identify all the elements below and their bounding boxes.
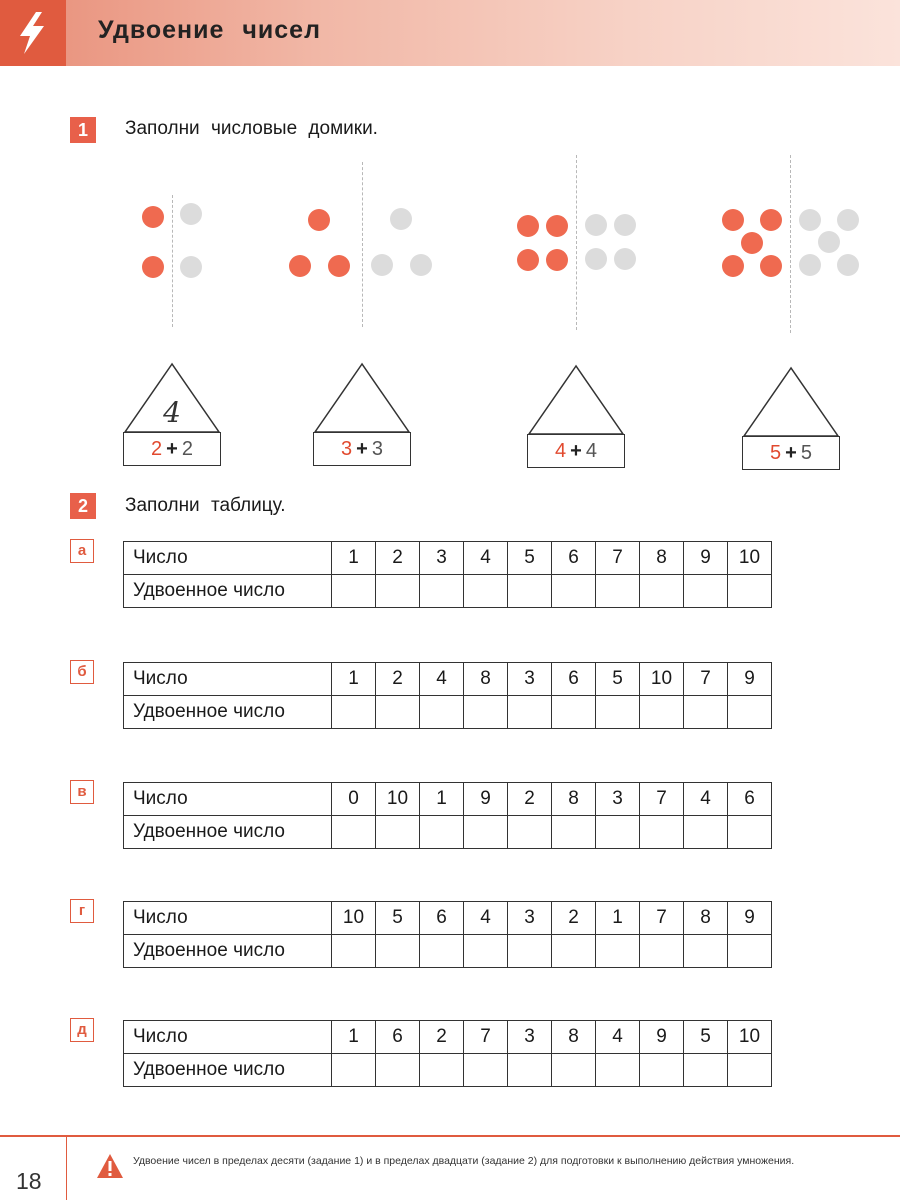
doubled-answer-cell[interactable] [596, 816, 640, 849]
doubled-answer-cell[interactable] [420, 696, 464, 729]
grey-counter-dot [614, 214, 636, 236]
doubled-answer-cell[interactable] [420, 816, 464, 849]
grey-counter-dot [614, 248, 636, 270]
number-cell: 3 [508, 902, 552, 935]
red-counter-dot [517, 215, 539, 237]
house-base [527, 434, 625, 468]
row-label-doubled: Удвоенное число [124, 816, 332, 849]
doubled-answer-cell[interactable] [376, 575, 420, 608]
number-cell: 9 [728, 902, 772, 935]
number-cell: 2 [420, 1021, 464, 1054]
row-label-doubled: Удвоенное число [124, 1054, 332, 1087]
doubled-answer-cell[interactable] [420, 1054, 464, 1087]
doubled-answer-cell[interactable] [332, 1054, 376, 1087]
number-row [124, 542, 772, 575]
doubled-answer-cell[interactable] [464, 935, 508, 968]
doubled-answer-cell[interactable] [640, 816, 684, 849]
house-base [742, 436, 840, 470]
plus-sign: + [570, 440, 582, 462]
doubled-answer-cell[interactable] [376, 696, 420, 729]
doubled-answer-cell[interactable] [728, 1054, 772, 1087]
doubled-answer-cell[interactable] [464, 1054, 508, 1087]
row-label-number: Число [124, 902, 332, 935]
doubled-answer-cell[interactable] [420, 575, 464, 608]
doubled-answer-cell[interactable] [596, 696, 640, 729]
doubled-answer-cell[interactable] [464, 816, 508, 849]
number-cell: 10 [640, 663, 684, 696]
doubling-table [123, 782, 772, 849]
house-left-addend: 2 [151, 438, 163, 460]
row-label-number: Число [124, 542, 332, 575]
dot-divider [790, 155, 791, 333]
number-cell: 4 [596, 1021, 640, 1054]
subtask-letter: в [70, 780, 94, 804]
row-label-doubled: Удвоенное число [124, 935, 332, 968]
number-cell: 8 [684, 902, 728, 935]
number-cell: 10 [728, 1021, 772, 1054]
red-counter-dot [760, 209, 782, 231]
dot-divider [362, 162, 363, 327]
house-left-addend: 4 [555, 440, 567, 462]
grey-counter-dot [837, 209, 859, 231]
number-cell: 5 [596, 663, 640, 696]
number-house [123, 362, 221, 466]
number-cell: 9 [728, 663, 772, 696]
grey-counter-dot [180, 256, 202, 278]
number-house [313, 362, 411, 466]
doubling-table [123, 1020, 772, 1087]
row-label-number: Число [124, 783, 332, 816]
number-cell: 7 [640, 783, 684, 816]
number-cell: 10 [376, 783, 420, 816]
number-cell: 10 [332, 902, 376, 935]
grey-counter-dot [180, 203, 202, 225]
plus-sign: + [166, 438, 178, 460]
number-cell: 7 [596, 542, 640, 575]
task-1-instruction: Заполни числовые домики. [125, 118, 378, 139]
number-cell: 5 [684, 1021, 728, 1054]
doubled-answer-cell[interactable] [508, 816, 552, 849]
grey-counter-dot [390, 208, 412, 230]
grey-counter-dot [585, 214, 607, 236]
doubled-answer-cell[interactable] [332, 696, 376, 729]
red-counter-dot [546, 215, 568, 237]
red-counter-dot [517, 249, 539, 271]
doubled-answer-cell[interactable] [508, 1054, 552, 1087]
subtask-letter: д [70, 1018, 94, 1042]
number-row [124, 1021, 772, 1054]
subtask-letter: а [70, 539, 94, 563]
number-cell: 1 [332, 1021, 376, 1054]
number-cell: 3 [420, 542, 464, 575]
number-cell: 8 [552, 1021, 596, 1054]
doubled-answer-cell[interactable] [596, 935, 640, 968]
number-cell: 2 [376, 542, 420, 575]
grey-counter-dot [371, 254, 393, 276]
doubled-answer-cell[interactable] [596, 1054, 640, 1087]
number-house [742, 366, 840, 470]
red-counter-dot [142, 206, 164, 228]
grey-counter-dot [818, 231, 840, 253]
number-cell: 9 [684, 542, 728, 575]
number-cell: 10 [728, 542, 772, 575]
number-cell: 7 [464, 1021, 508, 1054]
plus-sign: + [356, 438, 368, 460]
subtask-letter: б [70, 660, 94, 684]
number-cell: 7 [684, 663, 728, 696]
number-cell: 6 [376, 1021, 420, 1054]
house-base [123, 432, 221, 466]
number-cell: 8 [640, 542, 684, 575]
subtask-letter: г [70, 899, 94, 923]
doubled-answer-cell[interactable] [508, 575, 552, 608]
house-right-addend: 2 [181, 438, 193, 460]
red-counter-dot [289, 255, 311, 277]
house-left-addend: 5 [770, 442, 782, 464]
doubled-answer-cell[interactable] [684, 575, 728, 608]
red-counter-dot [722, 209, 744, 231]
number-cell: 1 [420, 783, 464, 816]
number-cell: 1 [332, 663, 376, 696]
number-cell: 1 [332, 542, 376, 575]
doubling-table [123, 662, 772, 729]
house-right-addend: 4 [585, 440, 597, 462]
number-cell: 0 [332, 783, 376, 816]
number-cell: 3 [596, 783, 640, 816]
footer-divider [0, 1135, 900, 1137]
number-cell: 3 [508, 1021, 552, 1054]
doubled-answer-cell[interactable] [508, 696, 552, 729]
doubled-answer-cell[interactable] [684, 816, 728, 849]
number-cell: 2 [508, 783, 552, 816]
number-cell: 6 [728, 783, 772, 816]
doubled-answer-cell[interactable] [684, 696, 728, 729]
red-counter-dot [760, 255, 782, 277]
grey-counter-dot [585, 248, 607, 270]
red-counter-dot [722, 255, 744, 277]
doubled-row [124, 696, 772, 729]
footer-vertical-divider [66, 1135, 67, 1200]
doubled-answer-cell[interactable] [376, 1054, 420, 1087]
lightning-icon [0, 0, 66, 66]
doubled-answer-cell[interactable] [420, 935, 464, 968]
number-cell: 8 [552, 783, 596, 816]
house-right-addend: 3 [371, 438, 383, 460]
number-cell: 8 [464, 663, 508, 696]
house-right-addend: 5 [800, 442, 812, 464]
red-counter-dot [546, 249, 568, 271]
doubled-answer-cell[interactable] [552, 575, 596, 608]
doubled-answer-cell[interactable] [552, 1054, 596, 1087]
number-cell: 6 [420, 902, 464, 935]
doubled-answer-cell[interactable] [552, 696, 596, 729]
doubled-answer-cell[interactable] [640, 696, 684, 729]
doubled-answer-cell[interactable] [640, 935, 684, 968]
number-cell: 5 [508, 542, 552, 575]
doubled-answer-cell[interactable] [684, 935, 728, 968]
doubling-table [123, 541, 772, 608]
red-counter-dot [142, 256, 164, 278]
doubled-row [124, 935, 772, 968]
grey-counter-dot [410, 254, 432, 276]
row-label-number: Число [124, 663, 332, 696]
row-label-doubled: Удвоенное число [124, 575, 332, 608]
plus-sign: + [785, 442, 797, 464]
number-cell: 2 [552, 902, 596, 935]
doubled-row [124, 1054, 772, 1087]
house-base [313, 432, 411, 466]
grey-counter-dot [837, 254, 859, 276]
number-cell: 2 [376, 663, 420, 696]
number-row [124, 783, 772, 816]
number-cell: 9 [464, 783, 508, 816]
task-number-1: 1 [70, 117, 96, 143]
doubled-answer-cell[interactable] [728, 816, 772, 849]
house-left-addend: 3 [341, 438, 353, 460]
doubled-answer-cell[interactable] [332, 575, 376, 608]
doubled-answer-cell[interactable] [728, 935, 772, 968]
doubled-answer-cell[interactable] [728, 575, 772, 608]
doubling-table [123, 901, 772, 968]
number-row [124, 902, 772, 935]
number-cell: 9 [640, 1021, 684, 1054]
doubled-answer-cell[interactable] [728, 696, 772, 729]
doubled-answer-cell[interactable] [552, 935, 596, 968]
doubled-row [124, 575, 772, 608]
task-number-2: 2 [70, 493, 96, 519]
number-house [527, 364, 625, 468]
doubled-answer-cell[interactable] [684, 1054, 728, 1087]
doubled-answer-cell[interactable] [464, 696, 508, 729]
red-counter-dot [328, 255, 350, 277]
page-title: Удвоение чисел [98, 16, 321, 44]
grey-counter-dot [799, 209, 821, 231]
number-cell: 4 [464, 542, 508, 575]
number-cell: 4 [420, 663, 464, 696]
doubled-answer-cell[interactable] [376, 816, 420, 849]
number-cell: 7 [640, 902, 684, 935]
doubled-answer-cell[interactable] [508, 935, 552, 968]
number-cell: 1 [596, 902, 640, 935]
number-row [124, 663, 772, 696]
doubled-answer-cell[interactable] [552, 816, 596, 849]
doubled-answer-cell[interactable] [332, 816, 376, 849]
row-label-number: Число [124, 1021, 332, 1054]
doubled-answer-cell[interactable] [640, 575, 684, 608]
doubled-row [124, 816, 772, 849]
number-cell: 6 [552, 542, 596, 575]
doubled-answer-cell[interactable] [332, 935, 376, 968]
number-cell: 4 [684, 783, 728, 816]
red-counter-dot [308, 209, 330, 231]
number-cell: 6 [552, 663, 596, 696]
row-label-doubled: Удвоенное число [124, 696, 332, 729]
number-cell: 5 [376, 902, 420, 935]
page-number: 18 [16, 1168, 42, 1194]
doubled-answer-cell[interactable] [596, 575, 640, 608]
teacher-note: Удвоение чисел в пределах десяти (задание 1) и в пределах двадцати (задание 2) для подготовки к выполнению действия умножения. [133, 1155, 795, 1167]
house-roof-value[interactable]: 4 [163, 396, 181, 429]
red-counter-dot [741, 232, 763, 254]
task-2-instruction: Заполни таблицу. [125, 495, 286, 516]
page-header [0, 0, 900, 66]
number-cell: 4 [464, 902, 508, 935]
doubled-answer-cell[interactable] [376, 935, 420, 968]
number-cell: 3 [508, 663, 552, 696]
dot-divider [172, 195, 173, 327]
warning-icon [95, 1152, 125, 1185]
dot-divider [576, 155, 577, 330]
doubled-answer-cell[interactable] [640, 1054, 684, 1087]
grey-counter-dot [799, 254, 821, 276]
doubled-answer-cell[interactable] [464, 575, 508, 608]
